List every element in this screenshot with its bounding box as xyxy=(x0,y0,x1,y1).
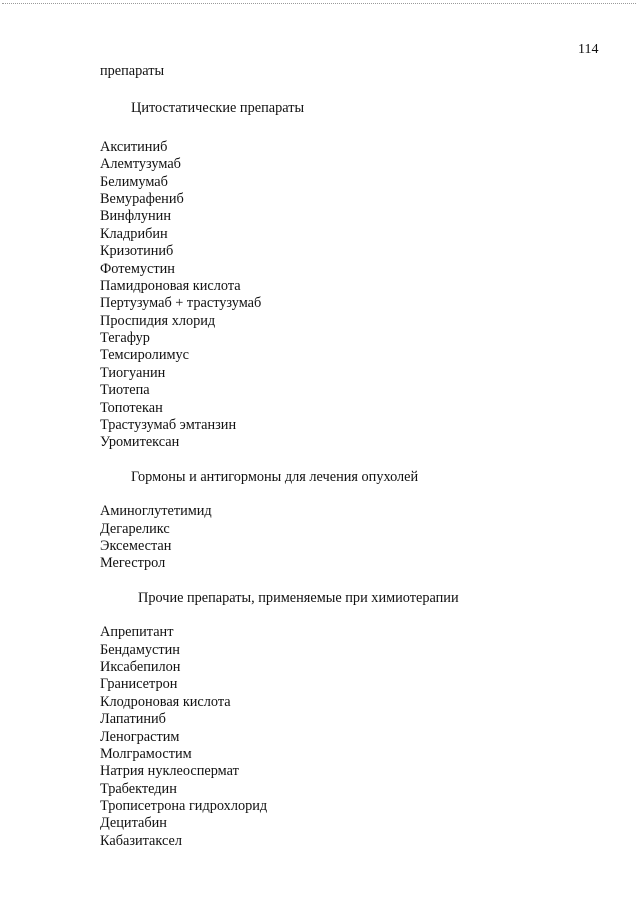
drug-list-item: Лапатиниб xyxy=(100,711,166,728)
drug-list-item: Молграмостим xyxy=(100,745,192,762)
scan-artifact-line xyxy=(2,3,636,4)
drug-list-cytostatic xyxy=(100,139,620,452)
drug-list-item: Трабектедин xyxy=(100,780,177,797)
drug-list-item: Вемурафениб xyxy=(100,190,184,207)
drug-list-item: Трастузумаб эмтанзин xyxy=(100,417,237,434)
drug-list-item: Тегафур xyxy=(100,330,150,347)
drug-list-other xyxy=(100,624,620,850)
drug-list-item: Эксеместан xyxy=(100,537,172,554)
section-heading-cytostatic: Цитостатические препараты xyxy=(131,100,305,117)
drug-list-item: Топотекан xyxy=(100,399,163,416)
drug-list-item: Децитабин xyxy=(100,815,167,832)
section-heading-hormones: Гормоны и антигормоны для лечения опухолей xyxy=(131,468,419,485)
drug-list-item: Кладрибин xyxy=(100,225,168,242)
drug-list-item: Апрепитант xyxy=(100,624,174,641)
intro-line: препараты xyxy=(100,63,165,79)
drug-list-item: Тиогуанин xyxy=(100,364,166,381)
drug-list-item: Аминоглутетимид xyxy=(100,503,212,520)
drug-list-item: Дегареликс xyxy=(100,520,170,537)
drug-list-item: Акситиниб xyxy=(100,138,168,155)
drug-list-item: Кризотиниб xyxy=(100,243,174,260)
drug-list-item: Тиотепа xyxy=(100,382,150,399)
drug-list-item: Клодроновая кислота xyxy=(100,693,231,710)
drug-list-item: Мегестрол xyxy=(100,555,166,572)
drug-list-item: Иксабепилон xyxy=(100,658,181,675)
drug-list-item: Алемтузумаб xyxy=(100,156,181,173)
drug-list-item: Натрия нуклеоспермат xyxy=(100,763,239,780)
drug-list-item: Гранисетрон xyxy=(100,676,178,693)
drug-list-item: Памидроновая кислота xyxy=(100,277,241,294)
document-body xyxy=(100,63,620,850)
drug-list-item: Ленограстим xyxy=(100,728,180,745)
drug-list-item: Пертузумаб + трастузумаб xyxy=(100,295,262,312)
drug-list-item: Белимумаб xyxy=(100,173,168,190)
section-heading-other: Прочие препараты, применяемые при химиотерапии xyxy=(138,589,459,606)
drug-list-item: Бендамустин xyxy=(100,641,180,658)
drug-list-item: Темсиролимус xyxy=(100,347,190,364)
drug-list-item: Трописетрона гидрохлорид xyxy=(100,798,268,815)
page-number: 114 xyxy=(578,42,599,57)
drug-list-item: Фотемустин xyxy=(100,260,175,277)
drug-list-hormones xyxy=(100,503,620,573)
drug-list-item: Кабазитаксел xyxy=(100,832,182,849)
drug-list-item: Проспидия хлорид xyxy=(100,312,216,329)
drug-list-item: Уромитексан xyxy=(100,434,180,451)
drug-list-item: Винфлунин xyxy=(100,208,171,225)
